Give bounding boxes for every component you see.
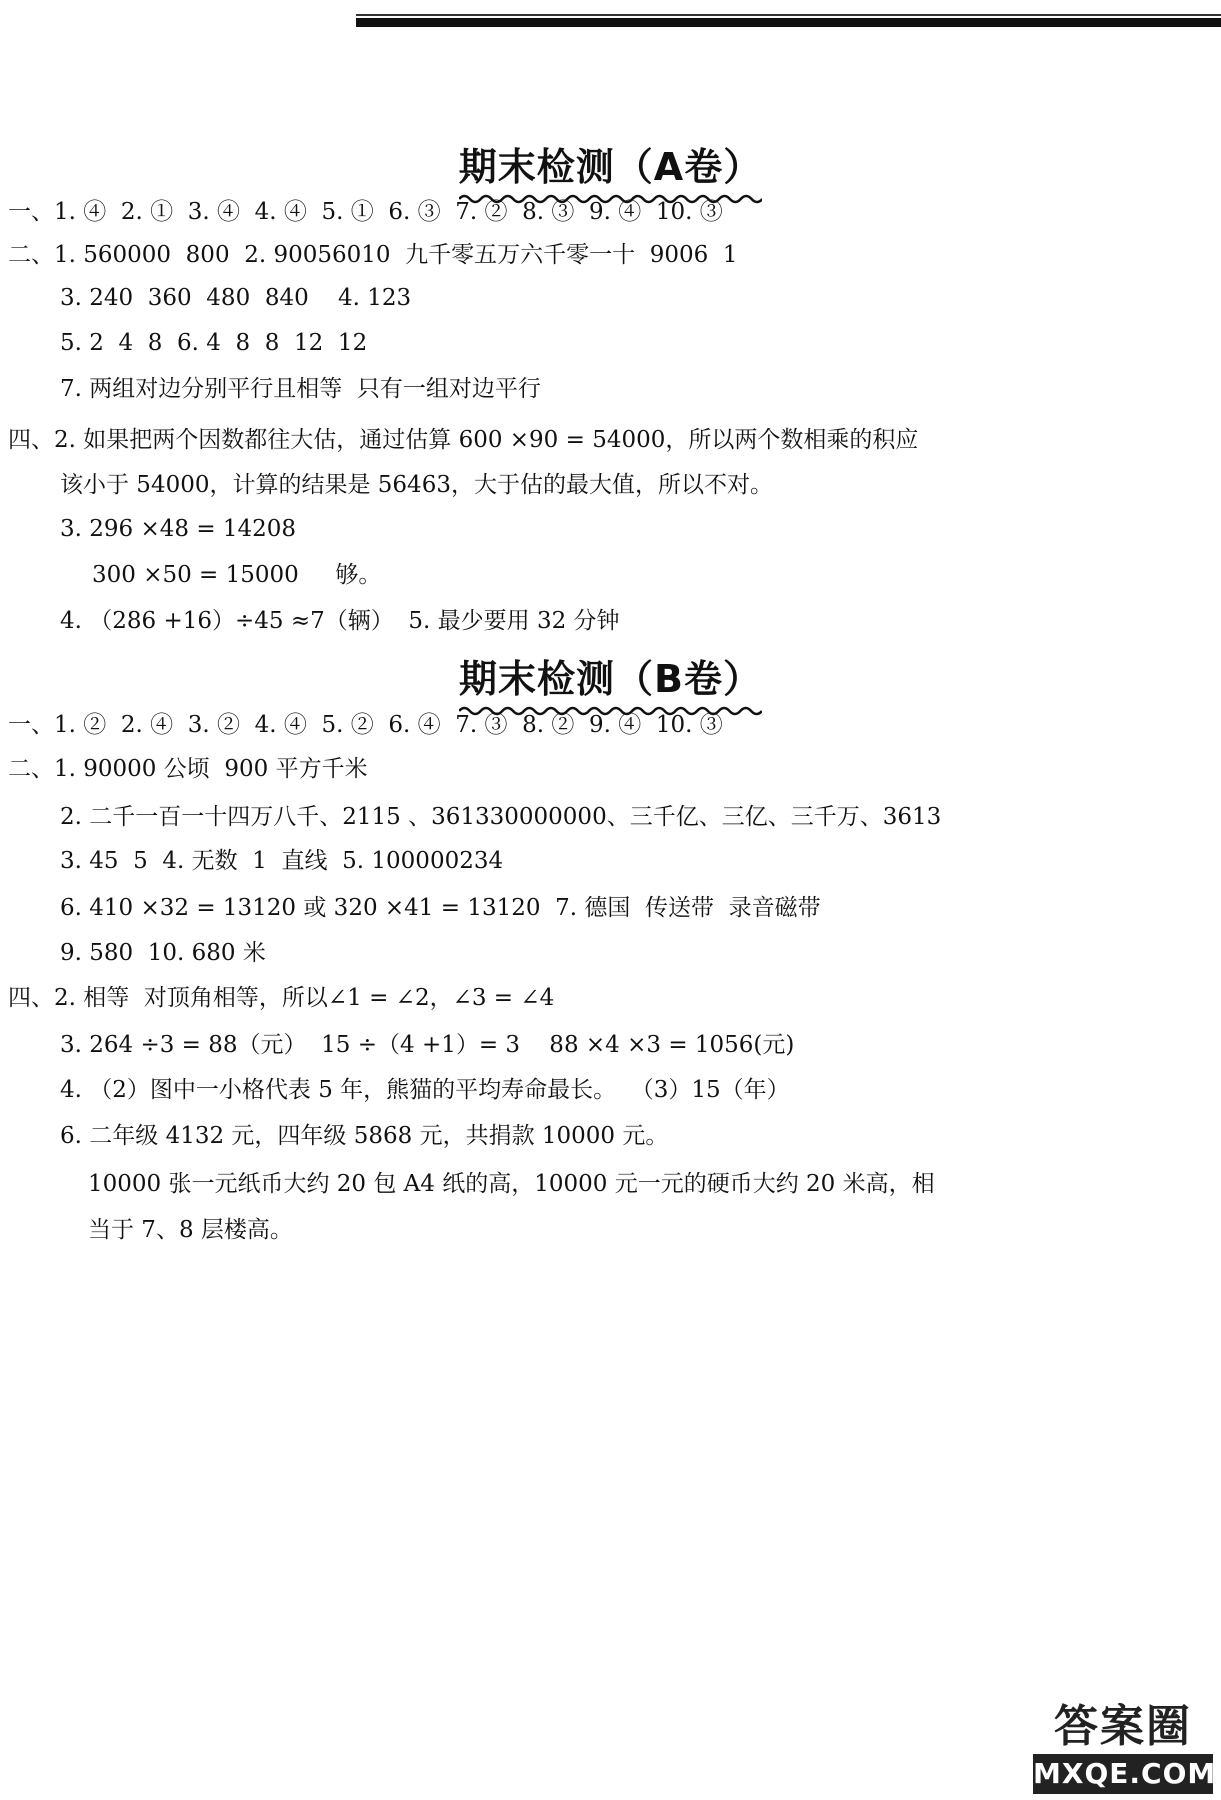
answer-line: 一、1. ② 2. ④ 3. ② 4. ④ 5. ② 6. ④ 7. ③ 8. ② 9. ④ 10. ③ <box>8 712 723 738</box>
answer-line: 6. 410 ×32 = 13120 或 320 ×41 = 13120 7. 德国 传送带 录音磁带 <box>60 895 821 921</box>
answer-line: 3. 45 5 4. 无数 1 直线 5. 100000234 <box>60 848 504 874</box>
answer-line: 四、2. 相等 对顶角相等，所以∠1 = ∠2，∠3 = ∠4 <box>8 985 555 1011</box>
answer-line: 9. 580 10. 680 米 <box>60 940 266 966</box>
header-rule-thin <box>356 14 1221 16</box>
answer-line: 5. 2 4 8 6. 4 8 8 12 12 <box>60 330 368 356</box>
answer-line: 2. 二千一百一十四万八千、2115 、361330000000、三千亿、三亿、三千万、3613 <box>60 804 942 830</box>
answer-line: 二、1. 90000 公顷 900 平方千米 <box>8 756 368 782</box>
site-watermark-logo <box>1033 1690 1217 1794</box>
answer-line: 4. （286 +16）÷45 ≈7（辆） 5. 最少要用 32 分钟 <box>60 608 620 634</box>
watermark-domain-text: MXQE.COM <box>1033 1754 1213 1794</box>
watermark-logo-text: 答案圈 <box>1054 1701 1192 1752</box>
answer-line: 该小于 54000，计算的结果是 56463，大于估的最大值，所以不对。 <box>60 472 773 498</box>
header-rule <box>356 18 1221 27</box>
answer-line: 7. 两组对边分别平行且相等 只有一组对边平行 <box>60 376 541 402</box>
answer-line: 4. （2）图中一小格代表 5 年，熊猫的平均寿命最长。 （3）15（年） <box>60 1077 790 1103</box>
answer-line: 3. 240 360 480 840 4. 123 <box>60 285 412 311</box>
section-a-title: 期末检测（A卷） <box>0 136 1221 191</box>
answer-line: 当于 7、8 层楼高。 <box>88 1217 293 1243</box>
answer-line: 10000 张一元纸币大约 20 包 A4 纸的高，10000 元一元的硬币大约 20 米高，相 <box>88 1171 935 1197</box>
answer-line: 3. 296 ×48 = 14208 <box>60 516 297 542</box>
section-b-title: 期末检测（B卷） <box>0 648 1221 703</box>
answer-line: 四、2. 如果把两个因数都往大估，通过估算 600 ×90 = 54000，所以两个数相乘的积应 <box>8 427 919 453</box>
answer-line: 300 ×50 = 15000 够。 <box>92 562 382 588</box>
answer-line: 6. 二年级 4132 元，四年级 5868 元，共捐款 10000 元。 <box>60 1123 669 1149</box>
answer-line: 3. 264 ÷3 = 88（元） 15 ÷（4 +1）= 3 88 ×4 ×3 = 1056(元) <box>60 1032 795 1058</box>
answer-line: 二、1. 560000 800 2. 90056010 九千零五万六千零一十 9006 1 <box>8 242 738 268</box>
answer-line: 一、1. ④ 2. ① 3. ④ 4. ④ 5. ① 6. ③ 7. ② 8. ③ 9. ④ 10. ③ <box>8 199 723 225</box>
